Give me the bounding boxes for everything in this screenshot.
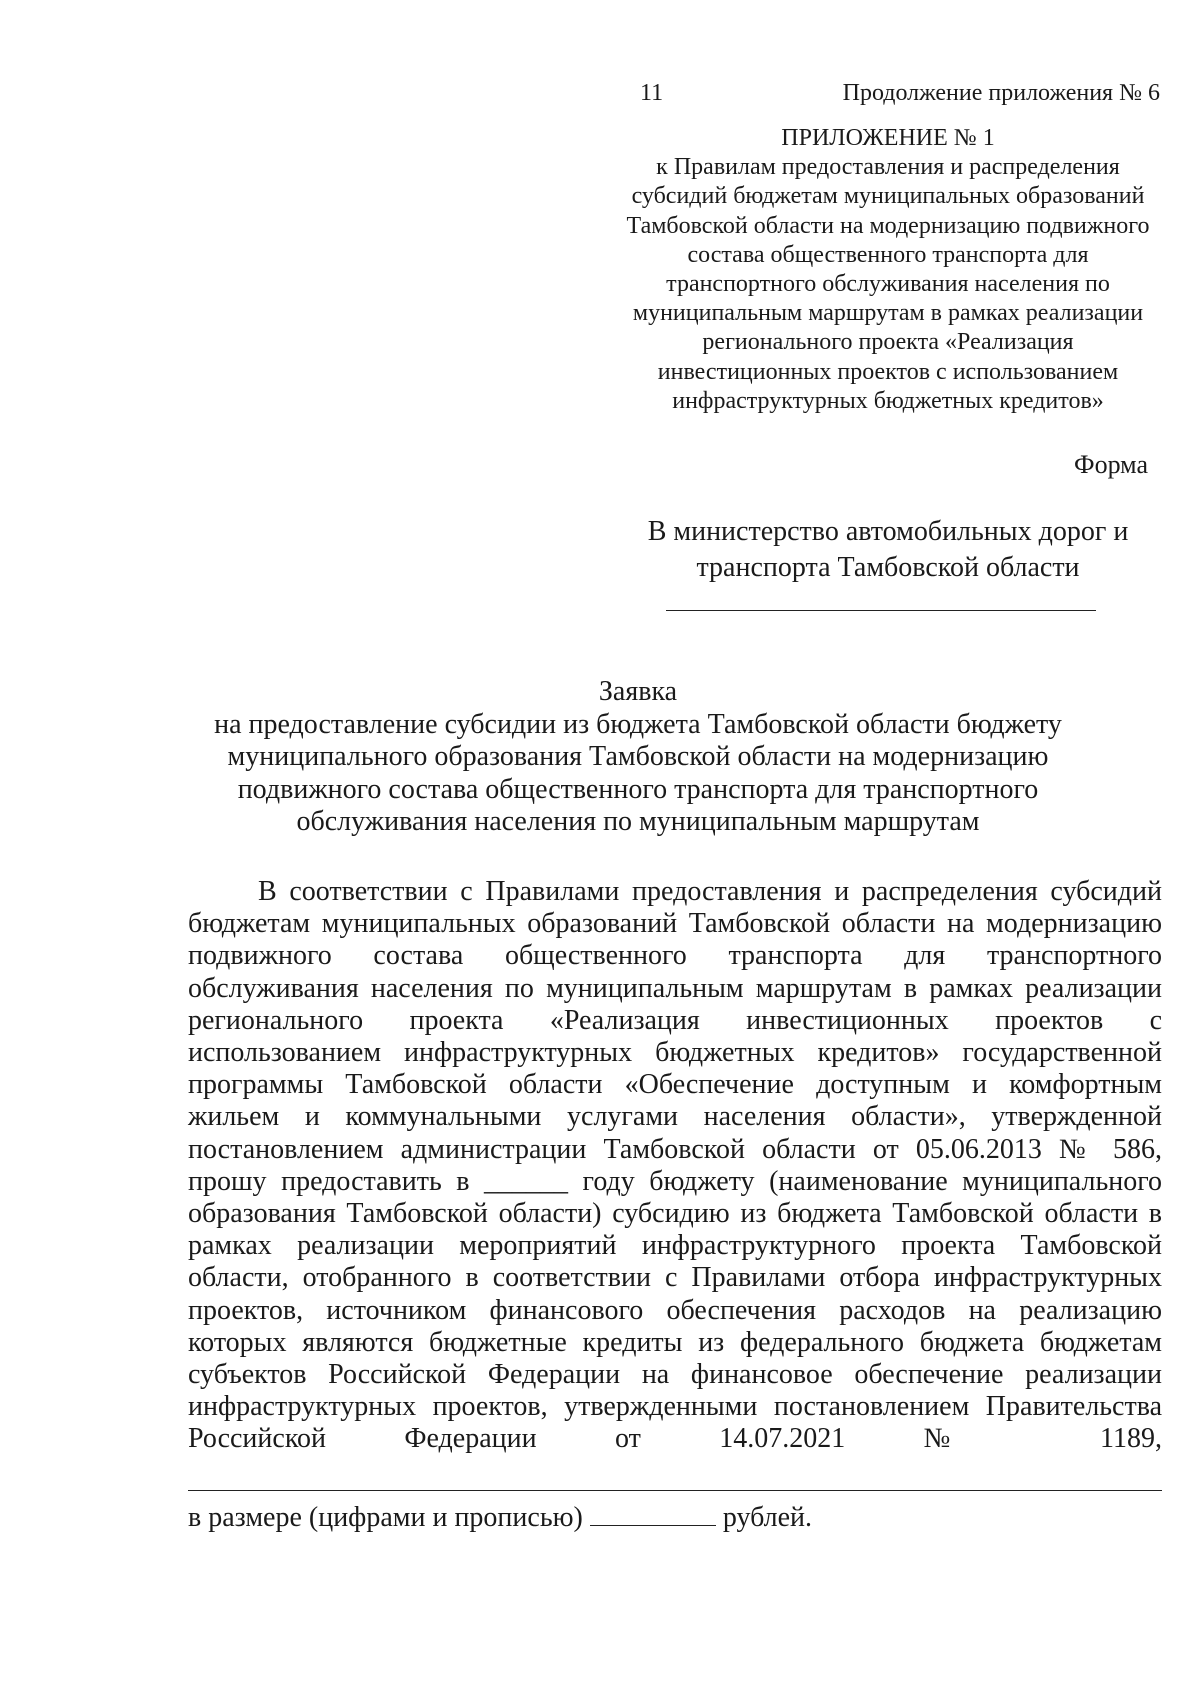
- body-line: области, отобранного в соответствии с Правилами отбора инфраструктурных: [188, 1262, 1162, 1294]
- body-line: образования Тамбовской области) субсидию из бюджета Тамбовской области в: [188, 1198, 1162, 1230]
- title-line: на предоставление субсидии из бюджета Тамбовской области бюджету: [214, 708, 1062, 740]
- body-line: подвижного состава общественного транспорта для транспортного: [188, 940, 1162, 972]
- title-line: муниципального образования Тамбовской области на модернизацию: [227, 741, 1049, 772]
- appendix-line: Тамбовской области на модернизацию подвижного: [626, 212, 1150, 239]
- application-body: [188, 876, 1162, 1456]
- continuation-note: Продолжение приложения № 6: [842, 80, 1160, 106]
- recipient-block: [620, 514, 1156, 586]
- municipality-fill-line: [188, 1490, 1162, 1491]
- body-line: В соответствии с Правилами предоставления и распределения субсидий: [258, 876, 1162, 907]
- body-line: обслуживания населения по муниципальным маршрутам в рамках реализации: [188, 972, 1162, 1004]
- body-line: регионального проекта «Реализация инвестиционных проектов с: [188, 1004, 1162, 1036]
- appendix-line: регионального проекта «Реализация: [702, 329, 1074, 356]
- body-line: постановлением администрации Тамбовской области от 05.06.2013 № 586,: [188, 1133, 1162, 1165]
- page-number: 11: [640, 80, 664, 106]
- title-line: Заявка: [598, 676, 678, 707]
- recipient-signature-line: [666, 610, 1096, 611]
- recipient-line: транспорта Тамбовской области: [696, 552, 1080, 583]
- appendix-line: к Правилам предоставления и распределения: [656, 154, 1120, 181]
- body-line: проектов, источником финансового обеспечения расходов на реализацию: [188, 1294, 1162, 1326]
- amount-line: [188, 1502, 812, 1534]
- appendix-line: муниципальным маршрутам в рамках реализации: [632, 300, 1144, 327]
- body-line: Российской Федерации от 14.07.2021 № 1189,: [188, 1423, 1162, 1455]
- body-line: бюджетам муниципальных образований Тамбовской области на модернизацию: [188, 908, 1162, 940]
- recipient-line: В министерство автомобильных дорог и: [647, 516, 1129, 547]
- appendix-line: транспортного обслуживания населения по: [666, 271, 1110, 298]
- body-line: рамках реализации мероприятий инфраструктурного проекта Тамбовской: [188, 1230, 1162, 1262]
- body-line: программы Тамбовской области «Обеспечение доступным и комфортным: [188, 1069, 1162, 1101]
- title-line: обслуживания населения по муниципальным маршрутам: [296, 806, 980, 837]
- body-line: субъектов Российской Федерации на финансовое обеспечение реализации: [188, 1359, 1162, 1391]
- body-line: использованием инфраструктурных бюджетных кредитов» государственной: [188, 1037, 1162, 1069]
- appendix-line: субсидий бюджетам муниципальных образований: [631, 183, 1145, 210]
- form-label: Форма: [1074, 450, 1148, 479]
- body-line: которых являются бюджетные кредиты из федерального бюджета бюджетам: [188, 1326, 1162, 1358]
- body-line: прошу предоставить в ______ году бюджету (наименование муниципального: [188, 1165, 1162, 1197]
- appendix-header: [620, 124, 1156, 416]
- body-line: инфраструктурных проектов, утвержденными постановлением Правительства: [188, 1391, 1162, 1423]
- appendix-line: инвестиционных проектов с использованием: [657, 358, 1119, 385]
- amount-blank: [590, 1503, 716, 1526]
- application-title: [188, 676, 1088, 839]
- appendix-line: ПРИЛОЖЕНИЕ № 1: [781, 125, 995, 151]
- body-line: жильем и коммунальными услугами населения области», утвержденной: [188, 1101, 1162, 1133]
- amount-prefix: в размере (цифрами и прописью): [188, 1502, 583, 1533]
- appendix-line: состава общественного транспорта для: [687, 241, 1089, 268]
- amount-suffix: рублей.: [722, 1502, 813, 1533]
- title-line: подвижного состава общественного транспорта для транспортного: [237, 773, 1039, 805]
- appendix-line: инфраструктурных бюджетных кредитов»: [672, 387, 1104, 414]
